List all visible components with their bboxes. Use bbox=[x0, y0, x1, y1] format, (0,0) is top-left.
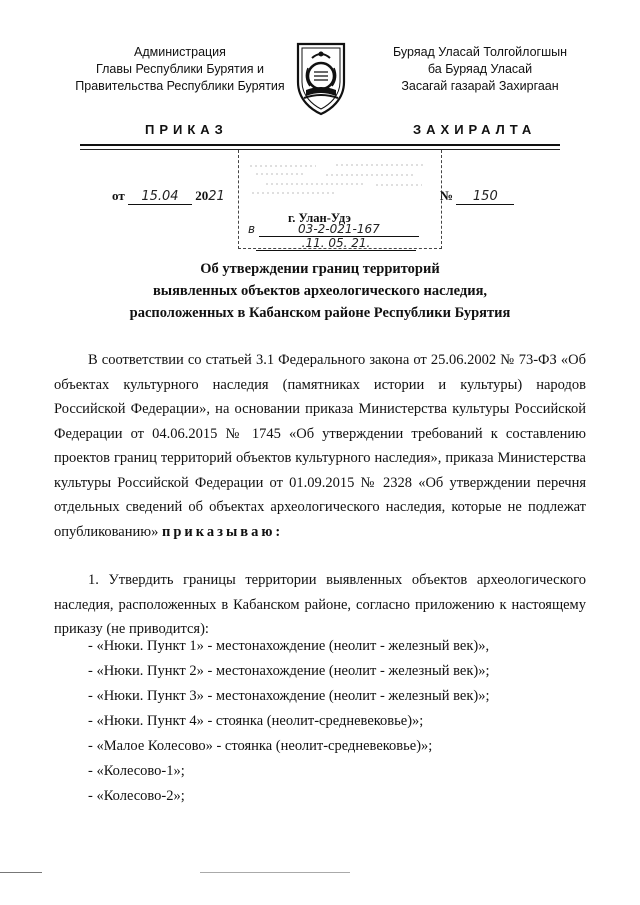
stamp-reg-no: 03-2-021-167 bbox=[259, 222, 419, 237]
issuer-block-buryat bbox=[360, 44, 600, 95]
issuer-line: Главы Республики Бурятия и bbox=[96, 62, 264, 76]
clause-1: 1. Утвердить границы территории выявленных объектов археологического наследия, расположенных в Кабанском районе, согласно приложению к настоящему приказу (не приводится): bbox=[54, 572, 586, 637]
city: г. Улан-Удэ bbox=[288, 211, 351, 225]
scan-edge-mark bbox=[0, 872, 42, 873]
issuer-line: Буряад Уласай Толгойлогшын bbox=[392, 45, 568, 59]
list-item: - «Колесово-1»; bbox=[88, 763, 185, 779]
doc-kind-russian: ПРИКАЗ bbox=[145, 122, 228, 137]
date-prefix: от bbox=[112, 188, 125, 203]
scan-edge-mark bbox=[200, 872, 350, 873]
date-row bbox=[112, 188, 225, 205]
title-line: расположенных в Кабанском районе Республики Бурятия bbox=[129, 305, 511, 321]
number-prefix: № bbox=[440, 188, 454, 203]
stamp-reg-prefix: в bbox=[248, 222, 256, 236]
date-day-month: 15.04 bbox=[128, 189, 192, 205]
list-item: - «Нюки. Пункт 3» - местонахождение (неолит - железный век)»; bbox=[88, 688, 490, 704]
issuer-line: Засагай газарай Захиргаан bbox=[401, 79, 559, 93]
header-rule bbox=[80, 144, 560, 146]
stamp-reg-row bbox=[248, 222, 419, 237]
order-word: приказываю: bbox=[161, 523, 284, 540]
year-suffix: 21 bbox=[208, 189, 225, 204]
stamp-scribble-icon bbox=[246, 160, 432, 200]
list-item: - «Нюки. Пункт 2» - местонахождение (неолит - железный век)»; bbox=[88, 663, 490, 679]
list-item: - «Малое Колесово» - стоянка (неолит-средневековье)»; bbox=[88, 738, 433, 754]
list-item: - «Нюки. Пункт 1» - местонахождение (неолит - железный век)», bbox=[88, 638, 490, 654]
issuer-line: Администрация bbox=[134, 45, 226, 59]
list-item: - «Нюки. Пункт 4» - стоянка (неолит-средневековье)»; bbox=[88, 713, 424, 729]
doc-kind-buryat: ЗАХИРАЛТА bbox=[413, 122, 537, 137]
issuer-line: Правительства Республики Бурятия bbox=[75, 79, 285, 93]
preamble-text: В соответствии со статьей 3.1 Федерального закона от 25.06.2002 № 73-ФЗ «Об объектах культурного наследия (памятниках истории и культуры) народов Российской Федерации», на основании приказа Министерства культуры Российской Федерации от 04.06.2015 № 1745 «Об утверждении требований к составлению проектов границ территорий объектов культурного наследия», приказа Министерства культуры Российской Федерации от 01.09.2015 № 2328 «Об утверждении перечня отдельных сведений об объектах археологического наследия, которые не подлежат опубликованию» bbox=[54, 352, 586, 540]
title-line: выявленных объектов археологического наследия, bbox=[152, 283, 488, 299]
issuer-line: ба Буряад Уласай bbox=[427, 62, 533, 76]
coat-of-arms-icon bbox=[290, 38, 352, 116]
preamble-paragraph bbox=[54, 348, 586, 544]
title-line: Об утверждении границ территорий bbox=[200, 261, 440, 277]
document-title bbox=[90, 258, 550, 324]
order-number: 150 bbox=[456, 189, 514, 205]
issuer-block-russian bbox=[60, 44, 300, 95]
number-row bbox=[440, 188, 514, 205]
list-item: - «Колесово-2»; bbox=[88, 788, 185, 804]
stamp-date-row bbox=[256, 236, 416, 251]
year-prefix: 20 bbox=[195, 188, 209, 203]
stamp-date: .11. 05. 21. bbox=[256, 236, 416, 251]
